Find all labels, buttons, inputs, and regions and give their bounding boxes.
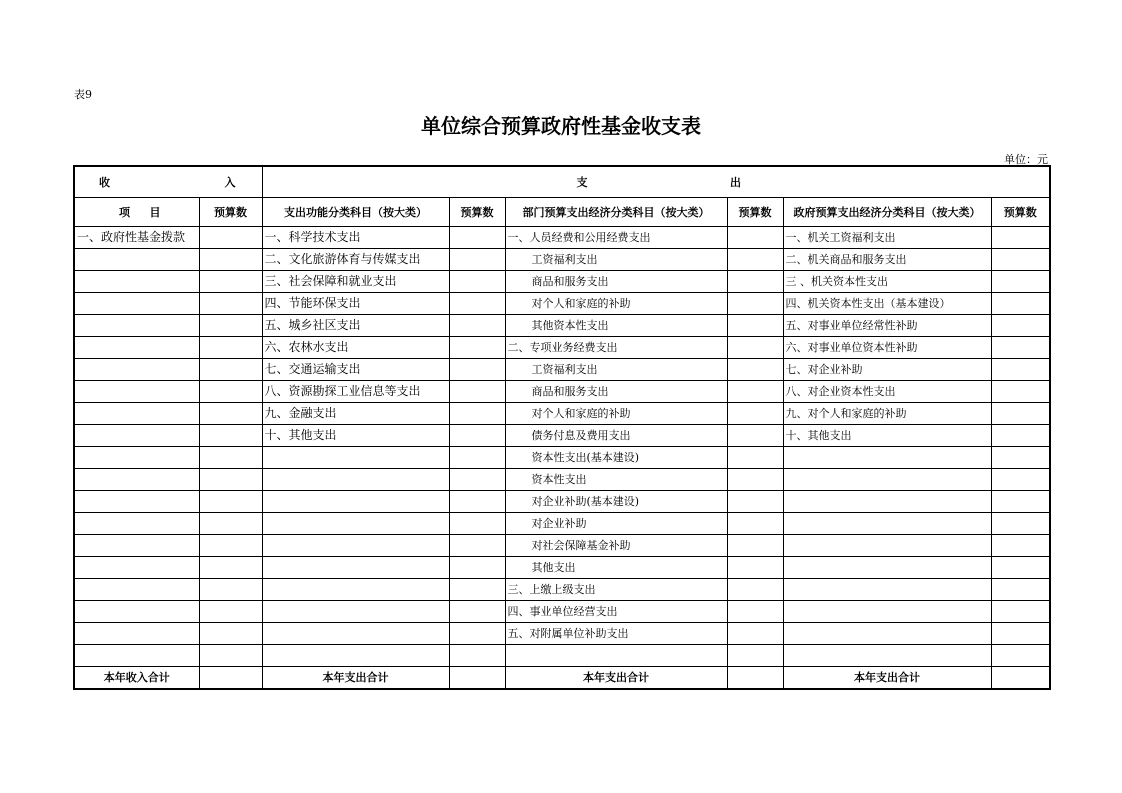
gov-category-cell: 四、机关资本性支出（基本建设） [783, 293, 991, 315]
dept-budget-cell [727, 359, 783, 381]
func-budget-cell [449, 645, 505, 667]
func-budget-cell [449, 469, 505, 491]
dept-budget-cell [727, 469, 783, 491]
func-category-cell: 四、节能环保支出 [262, 293, 449, 315]
gov-category-header: 政府预算支出经济分类科目（按大类） [783, 198, 991, 227]
income-item-cell [74, 557, 199, 579]
income-budget-cell [199, 491, 262, 513]
table-row [74, 403, 1050, 425]
gov-budget-cell [991, 227, 1050, 249]
gov-total-value [991, 667, 1050, 690]
func-budget-cell [449, 535, 505, 557]
table-row [74, 359, 1050, 381]
func-category-cell: 三、社会保障和就业支出 [262, 271, 449, 293]
income-budget-cell [199, 469, 262, 491]
table-row [74, 447, 1050, 469]
dept-budget-cell [727, 513, 783, 535]
func-budget-cell [449, 447, 505, 469]
income-item-cell [74, 271, 199, 293]
dept-total-label: 本年支出合计 [505, 667, 727, 690]
gov-category-cell: 五、对事业单位经常性补助 [783, 315, 991, 337]
gov-budget-cell [991, 249, 1050, 271]
gov-budget-cell [991, 381, 1050, 403]
income-header-char-2: 入 [224, 175, 236, 189]
table-row [74, 469, 1050, 491]
income-budget-cell [199, 403, 262, 425]
dept-budget-cell [727, 623, 783, 645]
dept-category-cell: 债务付息及费用支出 [505, 425, 727, 447]
dept-category-cell: 对企业补助(基本建设) [505, 491, 727, 513]
func-budget-cell [449, 337, 505, 359]
income-item-cell [74, 447, 199, 469]
gov-category-cell: 二、机关商品和服务支出 [783, 249, 991, 271]
income-budget-cell [199, 271, 262, 293]
income-budget-cell [199, 337, 262, 359]
func-total-label: 本年支出合计 [262, 667, 449, 690]
func-category-cell [262, 513, 449, 535]
table-row [74, 271, 1050, 293]
dept-category-cell: 二、专项业务经费支出 [505, 337, 727, 359]
dept-category-cell: 三、上缴上级支出 [505, 579, 727, 601]
func-category-cell [262, 469, 449, 491]
income-budget-cell [199, 601, 262, 623]
dept-budget-cell [727, 491, 783, 513]
dept-budget-cell [727, 315, 783, 337]
gov-budget-cell [991, 469, 1050, 491]
func-budget-cell [449, 491, 505, 513]
func-budget-cell [449, 425, 505, 447]
gov-category-cell [783, 601, 991, 623]
income-budget-cell [199, 315, 262, 337]
dept-category-cell: 资本性支出 [505, 469, 727, 491]
gov-budget-cell [991, 645, 1050, 667]
dept-budget-cell [727, 601, 783, 623]
func-category-cell [262, 447, 449, 469]
dept-category-cell: 工资福利支出 [505, 249, 727, 271]
func-total-value [449, 667, 505, 690]
dept-budget-cell [727, 579, 783, 601]
dept-budget-cell [727, 227, 783, 249]
income-budget-cell [199, 359, 262, 381]
table-row [74, 623, 1050, 645]
table-number: 表9 [74, 88, 92, 101]
income-item-cell [74, 315, 199, 337]
income-item-cell [74, 491, 199, 513]
dept-category-cell: 对社会保障基金补助 [505, 535, 727, 557]
func-budget-cell [449, 227, 505, 249]
func-category-cell [262, 601, 449, 623]
gov-category-cell [783, 579, 991, 601]
dept-category-cell: 对个人和家庭的补助 [505, 293, 727, 315]
dept-budget-cell [727, 645, 783, 667]
gov-budget-cell [991, 513, 1050, 535]
table-row [74, 579, 1050, 601]
gov-budget-cell [991, 535, 1050, 557]
dept-budget-header: 预算数 [727, 198, 783, 227]
dept-budget-cell [727, 535, 783, 557]
income-total-value [199, 667, 262, 690]
func-category-cell: 七、交通运输支出 [262, 359, 449, 381]
expenditure-header-char-2: 出 [730, 175, 742, 189]
income-budget-cell [199, 227, 262, 249]
income-item-cell [74, 403, 199, 425]
dept-budget-cell [727, 403, 783, 425]
gov-category-cell: 一、机关工资福利支出 [783, 227, 991, 249]
budget-table [73, 165, 1051, 690]
func-budget-cell [449, 359, 505, 381]
dept-budget-cell [727, 337, 783, 359]
dept-budget-cell [727, 557, 783, 579]
table-row [74, 337, 1050, 359]
income-budget-cell [199, 579, 262, 601]
func-budget-cell [449, 293, 505, 315]
func-budget-cell [449, 249, 505, 271]
gov-category-cell [783, 645, 991, 667]
header-row-2 [74, 198, 1050, 227]
func-category-cell: 十、其他支出 [262, 425, 449, 447]
gov-budget-cell [991, 293, 1050, 315]
func-budget-cell [449, 271, 505, 293]
income-budget-cell [199, 447, 262, 469]
income-item-cell: 一、政府性基金拨款 [74, 227, 199, 249]
dept-budget-cell [727, 271, 783, 293]
dept-category-cell: 其他资本性支出 [505, 315, 727, 337]
gov-budget-cell [991, 403, 1050, 425]
gov-category-cell: 三 、机关资本性支出 [783, 271, 991, 293]
income-budget-cell [199, 535, 262, 557]
table-row [74, 381, 1050, 403]
func-category-cell [262, 623, 449, 645]
expenditure-header-char-1: 支 [576, 175, 588, 189]
dept-budget-cell [727, 249, 783, 271]
gov-category-cell: 七、对企业补助 [783, 359, 991, 381]
table-row [74, 293, 1050, 315]
func-budget-cell [449, 557, 505, 579]
income-item-cell [74, 293, 199, 315]
income-budget-cell [199, 557, 262, 579]
gov-budget-cell [991, 315, 1050, 337]
gov-category-cell [783, 557, 991, 579]
table-row [74, 425, 1050, 447]
table-row [74, 249, 1050, 271]
unit-label: 单位：元 [1004, 153, 1048, 166]
func-category-cell: 二、文化旅游体育与传媒支出 [262, 249, 449, 271]
dept-category-cell: 一、人员经费和公用经费支出 [505, 227, 727, 249]
income-budget-cell [199, 425, 262, 447]
func-budget-cell [449, 315, 505, 337]
func-category-cell: 六、农林水支出 [262, 337, 449, 359]
dept-budget-cell [727, 293, 783, 315]
func-budget-cell [449, 601, 505, 623]
header-row-1 [74, 166, 1050, 198]
gov-category-cell [783, 623, 991, 645]
func-category-cell [262, 535, 449, 557]
income-header-char-1: 收 [99, 175, 110, 189]
dept-category-cell: 工资福利支出 [505, 359, 727, 381]
table-row [74, 601, 1050, 623]
gov-budget-header: 预算数 [991, 198, 1050, 227]
gov-category-cell [783, 513, 991, 535]
income-header [74, 166, 262, 198]
gov-budget-cell [991, 337, 1050, 359]
gov-category-cell: 八、对企业资本性支出 [783, 381, 991, 403]
gov-budget-cell [991, 447, 1050, 469]
page-title: 单位综合预算政府性基金收支表 [421, 114, 701, 138]
income-item-cell [74, 249, 199, 271]
item-header-char-2: 目 [149, 205, 161, 219]
gov-category-cell: 六、对事业单位资本性补助 [783, 337, 991, 359]
table-row [74, 535, 1050, 557]
gov-budget-cell [991, 623, 1050, 645]
totals-row [74, 667, 1050, 690]
dept-category-cell: 其他支出 [505, 557, 727, 579]
func-category-cell [262, 557, 449, 579]
dept-category-cell: 资本性支出(基本建设) [505, 447, 727, 469]
dept-category-cell: 商品和服务支出 [505, 381, 727, 403]
gov-category-cell [783, 469, 991, 491]
income-item-cell [74, 535, 199, 557]
dept-category-header: 部门预算支出经济分类科目（按大类） [505, 198, 727, 227]
gov-category-cell: 十、其他支出 [783, 425, 991, 447]
func-budget-cell [449, 579, 505, 601]
gov-budget-cell [991, 579, 1050, 601]
func-category-header: 支出功能分类科目（按大类） [262, 198, 449, 227]
table-row [74, 315, 1050, 337]
gov-budget-cell [991, 425, 1050, 447]
expenditure-header [262, 166, 1050, 198]
func-category-cell: 一、科学技术支出 [262, 227, 449, 249]
table-row [74, 645, 1050, 667]
gov-budget-cell [991, 601, 1050, 623]
income-budget-cell [199, 513, 262, 535]
income-item-cell [74, 359, 199, 381]
dept-category-cell: 四、事业单位经营支出 [505, 601, 727, 623]
income-item-cell [74, 425, 199, 447]
income-budget-cell [199, 623, 262, 645]
func-budget-cell [449, 403, 505, 425]
income-total-label: 本年收入合计 [74, 667, 199, 690]
item-header-char-1: 项 [119, 205, 130, 219]
gov-category-cell: 九、对个人和家庭的补助 [783, 403, 991, 425]
gov-budget-cell [991, 491, 1050, 513]
gov-category-cell [783, 491, 991, 513]
func-category-cell [262, 579, 449, 601]
dept-budget-cell [727, 425, 783, 447]
gov-category-cell [783, 535, 991, 557]
dept-category-cell: 对个人和家庭的补助 [505, 403, 727, 425]
income-budget-cell [199, 293, 262, 315]
income-item-cell [74, 601, 199, 623]
func-budget-header: 预算数 [449, 198, 505, 227]
income-budget-cell [199, 645, 262, 667]
table-row [74, 557, 1050, 579]
income-item-cell [74, 513, 199, 535]
income-item-cell [74, 579, 199, 601]
dept-budget-cell [727, 447, 783, 469]
income-item-cell [74, 645, 199, 667]
gov-total-label: 本年支出合计 [783, 667, 991, 690]
income-budget-cell [199, 249, 262, 271]
dept-category-cell: 商品和服务支出 [505, 271, 727, 293]
func-category-cell [262, 645, 449, 667]
func-budget-cell [449, 513, 505, 535]
gov-category-cell [783, 447, 991, 469]
gov-budget-cell [991, 271, 1050, 293]
gov-budget-cell [991, 359, 1050, 381]
item-header [74, 198, 199, 227]
func-category-cell: 九、金融支出 [262, 403, 449, 425]
dept-total-value [727, 667, 783, 690]
dept-category-cell [505, 645, 727, 667]
func-budget-cell [449, 381, 505, 403]
income-item-cell [74, 469, 199, 491]
func-category-cell: 八、资源勘探工业信息等支出 [262, 381, 449, 403]
table-row [74, 491, 1050, 513]
func-category-cell: 五、城乡社区支出 [262, 315, 449, 337]
income-item-cell [74, 623, 199, 645]
dept-budget-cell [727, 381, 783, 403]
table-row [74, 513, 1050, 535]
func-category-cell [262, 491, 449, 513]
income-item-cell [74, 381, 199, 403]
income-budget-cell [199, 381, 262, 403]
income-budget-header: 预算数 [199, 198, 262, 227]
income-item-cell [74, 337, 199, 359]
table-row [74, 227, 1050, 249]
dept-category-cell: 对企业补助 [505, 513, 727, 535]
gov-budget-cell [991, 557, 1050, 579]
func-budget-cell [449, 623, 505, 645]
dept-category-cell: 五、对附属单位补助支出 [505, 623, 727, 645]
